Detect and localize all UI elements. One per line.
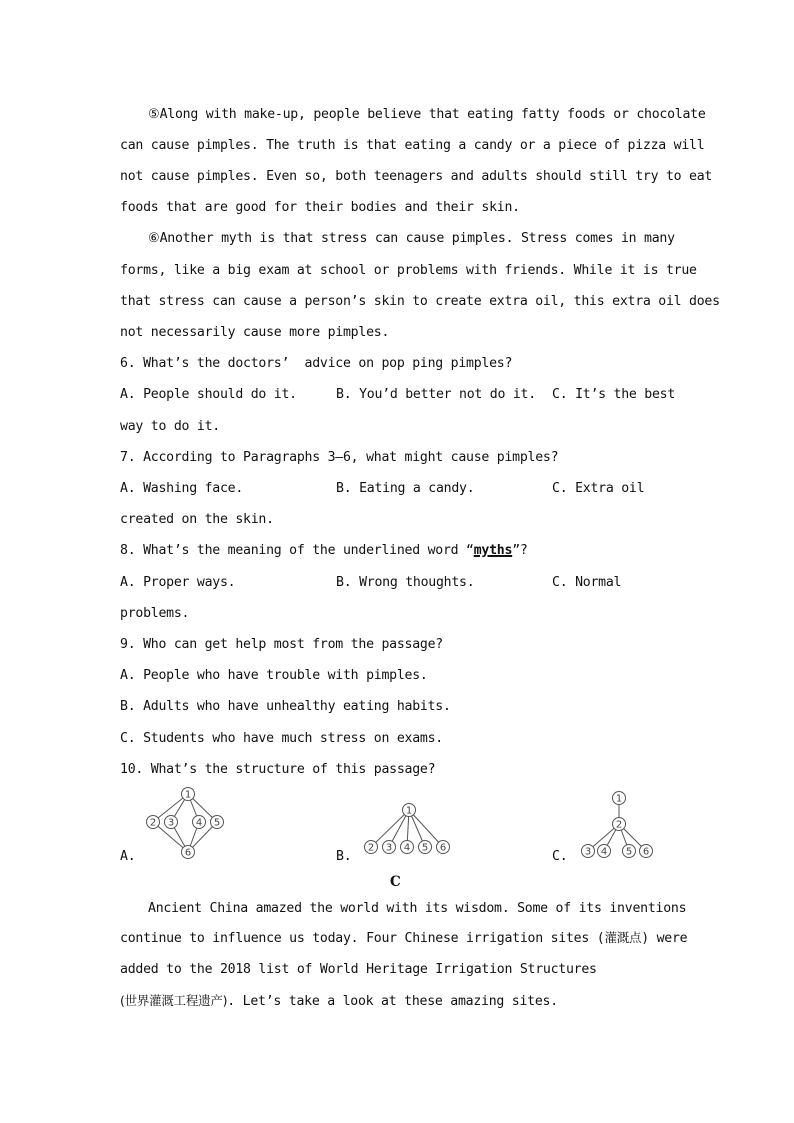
paragraph-6-line-3: that stress can cause a person’s skin to create extra oil, this extra oil does [120,294,720,309]
question-10-option-c-label: C. [552,849,568,864]
question-9-option-a: A. People who have trouble with pimples. [120,668,428,683]
structure-diagram-c [576,788,660,860]
diagram-b-node-2 [365,841,378,854]
svg-text:1: 1 [405,805,413,817]
question-10-option-b-label: B. [336,849,352,864]
svg-text:1: 1 [184,789,192,801]
diagram-b-node-1 [403,804,416,817]
svg-text:3: 3 [167,817,175,829]
section-c-heading: C [390,874,401,890]
section-c-line-1: Ancient China amazed the world with its wisdom. Some of its inventions [148,901,687,916]
diagram-c-node-5 [623,845,636,858]
diagram-c-node-4 [598,845,611,858]
section-c-line-2-text: continue to influence us today. Four Chinese irrigation sites ( [120,931,605,946]
question-8-option-a: A. Proper ways. [120,575,236,590]
question-7-option-b: B. Eating a candy. [336,481,475,496]
cjk-world-heritage: (世界灌溉工程遗产) [120,993,228,1008]
section-c-line-4 [120,993,558,1010]
diagram-c-node-3 [582,845,595,858]
diagram-a-node-4 [193,816,206,829]
svg-text:5: 5 [213,817,221,829]
paragraph-5-line-1: ⑤Along with make-up, people believe that eating fatty foods or chocolate [148,107,706,122]
underlined-word-myths: myths [473,543,513,558]
paragraph-5-line-3: not cause pimples. Even so, both teenagers and adults should still try to eat [120,169,713,184]
question-8-stem-after: ”? [512,543,528,558]
question-8-stem-before: 8. What’s the meaning of the underlined word “ [120,543,474,558]
paragraph-6-line-2: forms, like a big exam at school or problems with friends. While it is true [120,263,697,278]
diagram-c-node-6 [640,845,653,858]
section-c-line-4-text: . Let’s take a look at these amazing sites. [227,994,558,1009]
question-6-option-c-continued: way to do it. [120,419,220,434]
diagram-a-node-2 [147,816,160,829]
structure-diagram-b [360,800,456,858]
question-8-stem [120,543,528,559]
question-8-option-c-continued: problems. [120,606,190,621]
question-7-stem: 7. According to Paragraphs 3—6, what might cause pimples? [120,450,559,465]
svg-text:5: 5 [421,842,429,854]
svg-text:5: 5 [625,846,633,858]
svg-text:4: 4 [403,842,411,854]
svg-text:3: 3 [385,842,393,854]
question-10-stem: 10. What’s the structure of this passage? [120,762,436,777]
question-8-option-b: B. Wrong thoughts. [336,575,475,590]
diagram-a-node-6 [182,846,195,859]
svg-text:4: 4 [600,846,608,858]
question-10-option-a-label: A. [120,849,136,864]
section-c-line-2 [120,930,687,947]
diagram-c-node-2 [613,818,626,831]
section-c-line-2-tail: ) were [641,931,688,946]
diagram-c-node-1 [613,792,626,805]
question-9-option-b: B. Adults who have unhealthy eating habits. [120,699,451,714]
svg-text:6: 6 [642,846,650,858]
question-8-option-c: C. Normal [552,575,622,590]
question-6-option-c: C. It’s the best [552,387,676,402]
question-9-option-c: C. Students who have much stress on exams. [120,731,443,746]
diagram-a-node-1 [182,788,195,801]
paragraph-5-line-4: foods that are good for their bodies and their skin. [120,200,520,215]
question-6-option-a: A. People should do it. [120,387,297,402]
paragraph-6-line-1: ⑥Another myth is that stress can cause pimples. Stress comes in many [148,231,675,246]
svg-text:2: 2 [149,817,157,829]
diagram-b-node-5 [419,841,432,854]
svg-text:2: 2 [367,842,375,854]
question-6-stem: 6. What’s the doctors’ advice on pop ping pimples? [120,356,513,371]
svg-text:4: 4 [195,817,203,829]
diagram-a-node-5 [211,816,224,829]
question-9-stem: 9. Who can get help most from the passage? [120,637,443,652]
question-7-option-a: A. Washing face. [120,481,244,496]
svg-text:3: 3 [584,846,592,858]
structure-diagram-a [140,784,230,862]
question-7-option-c: C. Extra oil [552,481,645,496]
svg-text:6: 6 [184,847,192,859]
svg-text:6: 6 [439,842,447,854]
svg-text:2: 2 [615,819,623,831]
diagram-b-node-3 [383,841,396,854]
section-c-line-3: added to the 2018 list of World Heritage Irrigation Structures [120,962,597,977]
question-7-option-c-continued: created on the skin. [120,512,274,527]
question-6-option-b: B. You’d better not do it. [336,387,536,402]
paragraph-6-line-4: not necessarily cause more pimples. [120,325,390,340]
diagram-b-node-4 [401,841,414,854]
svg-text:1: 1 [615,793,623,805]
diagram-b-node-6 [437,841,450,854]
paragraph-5-line-2: can cause pimples. The truth is that eating a candy or a piece of pizza will [120,138,705,153]
diagram-a-node-3 [165,816,178,829]
cjk-irrigation-sites: 灌溉点 [604,930,642,945]
